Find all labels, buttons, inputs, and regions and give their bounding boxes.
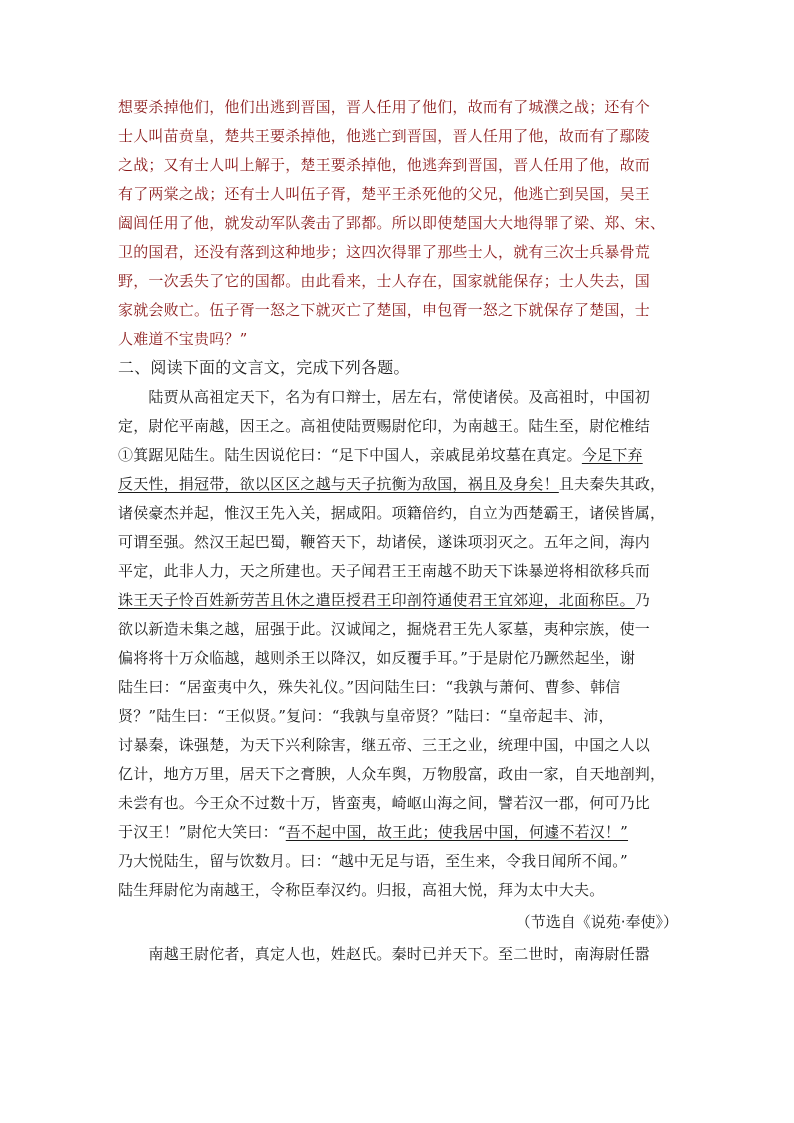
passage-line: 未尝有也。今王众不过数十万，皆蛮夷，崎岖山海之间，譬若汉一郡，何可乃比 — [118, 794, 651, 812]
passage-line: 定，尉佗平南越，因王之。高祖使陆贾赐尉佗印，为南越王。陆生至，尉佗椎结 — [118, 417, 651, 435]
passage-line: 陆生曰：“居蛮夷中久，殊失礼仪。”因问陆生曰：“我孰与萧何、曹参、韩信 — [118, 678, 621, 696]
passage-line: 偏将将十万众临越，越则杀王以降汉，如反覆手耳。”于是尉佗乃蹶然起坐，谢 — [118, 649, 636, 667]
passage-line: 讨暴秦，诛强楚，为天下兴利除害，继五帝、三王之业，统理中国，中国之人以 — [118, 736, 651, 754]
passage-line — [118, 822, 678, 842]
translation-line-7: 野，一次丢失了它的国都。由此看来，士人存在，国家就能保存；士人失去，国 — [118, 272, 651, 290]
underlined-sentence: 诛王天子怜百姓新劳苦且休之遣臣授君王印剖符通使君王宜郊迎，北面称臣。 — [118, 591, 635, 609]
passage-line — [118, 445, 678, 465]
passage-line: 平定，此非人力，天之所建也。天子闻君王王南越不助天下诛暴逆将相欲移兵而 — [118, 562, 651, 580]
passage-line: 贤？”陆生曰：“王似贤。”复问：“我孰与皇帝贤？”陆曰：“皇帝起丰、沛， — [118, 707, 614, 725]
passage-line — [118, 474, 678, 494]
passage-line: 南越王尉佗者，真定人也，姓赵氏。秦时已并天下。至二世时，南海尉任嚣 — [118, 945, 651, 963]
translation-line-2: 士人叫苗贲皇，楚共王要杀掉他，他逃亡到晋国，晋人任用了他，故而有了鄢陵 — [118, 127, 651, 145]
translation-line-5: 阖闾任用了他，就发动军队袭击了郢都。所以即使楚国大大地得罪了梁、郑、宋、 — [118, 214, 666, 232]
passage-line: 乃大悦陆生，留与饮数月。曰：“越中无足与语，至生来，令我日闻所不闻。” — [118, 852, 628, 870]
translation-line-3: 之战；又有士人叫上解于，楚王要杀掉他，他逃奔到晋国，晋人任用了他，故而 — [118, 156, 651, 174]
source-citation: （节选自《说苑·奉使》） — [515, 913, 678, 931]
passage-line: 可谓至强。然汉王起巴蜀，鞭笞天下，劫诸侯，遂诛项羽灭之。五年之间，海内 — [118, 533, 651, 551]
passage-line: 亿计，地方万里，居天下之膏腴，人众车舆，万物殷富，政由一家，自天地剖判， — [118, 765, 666, 783]
underlined-sentence: 今足下弃 — [581, 446, 643, 464]
underlined-sentence: 反天性，捐冠带，欲以区区之越与天子抗衡为敌国，祸且及身矣！ — [118, 475, 559, 493]
translation-line-6: 卫的国君，还没有落到这种地步；这四次得罪了那些士人，就有三次士兵暴骨荒 — [118, 243, 651, 261]
passage-line: 陆贾从高祖定天下，名为有口辩士，居左右，常使诸侯。及高祖时，中国初 — [118, 388, 651, 406]
translation-line-9: 人难道不宝贵吗？” — [118, 330, 248, 348]
translation-line-4: 有了两棠之战；还有士人叫伍子胥，楚平王杀死他的父兄，他逃亡到吴国，吴王 — [118, 185, 651, 203]
underlined-sentence: 吾不起中国，故王此；使我居中国，何遽不若汉！” — [285, 823, 629, 841]
translation-line-1: 想要杀掉他们，他们出逃到晋国，晋人任用了他们，故而有了城濮之战；还有个 — [118, 98, 651, 116]
passage-line: 陆生拜尉佗为南越王，令称臣奉汉约。归报，高祖大悦，拜为太中大夫。 — [118, 881, 605, 899]
passage-text: 乃 — [634, 591, 651, 609]
passage-text: 且夫秦失其政， — [558, 475, 666, 493]
passage-line — [118, 590, 678, 610]
section-heading: 二、阅读下面的文言文，完成下列各题。 — [118, 358, 410, 377]
passage-text: ①箕踞见陆生。陆生因说佗曰：“足下中国人，亲戚昆弟坟墓在真定。 — [118, 446, 582, 464]
passage-line: 欲以新造未集之越，屈强于此。汉诚闻之，掘烧君王先人冢墓，夷种宗族，使一 — [118, 620, 651, 638]
passage-text: 于汉王！”尉佗大笑曰：“ — [118, 823, 286, 841]
translation-line-8: 家就会败亡。伍子胥一怒之下就灭亡了楚国，申包胥一怒之下就保存了楚国，士 — [118, 301, 651, 319]
passage-line: 诸侯豪杰并起，惟汉王先入关，据咸阳。项籍倍约，自立为西楚霸王，诸侯皆属， — [118, 504, 666, 522]
